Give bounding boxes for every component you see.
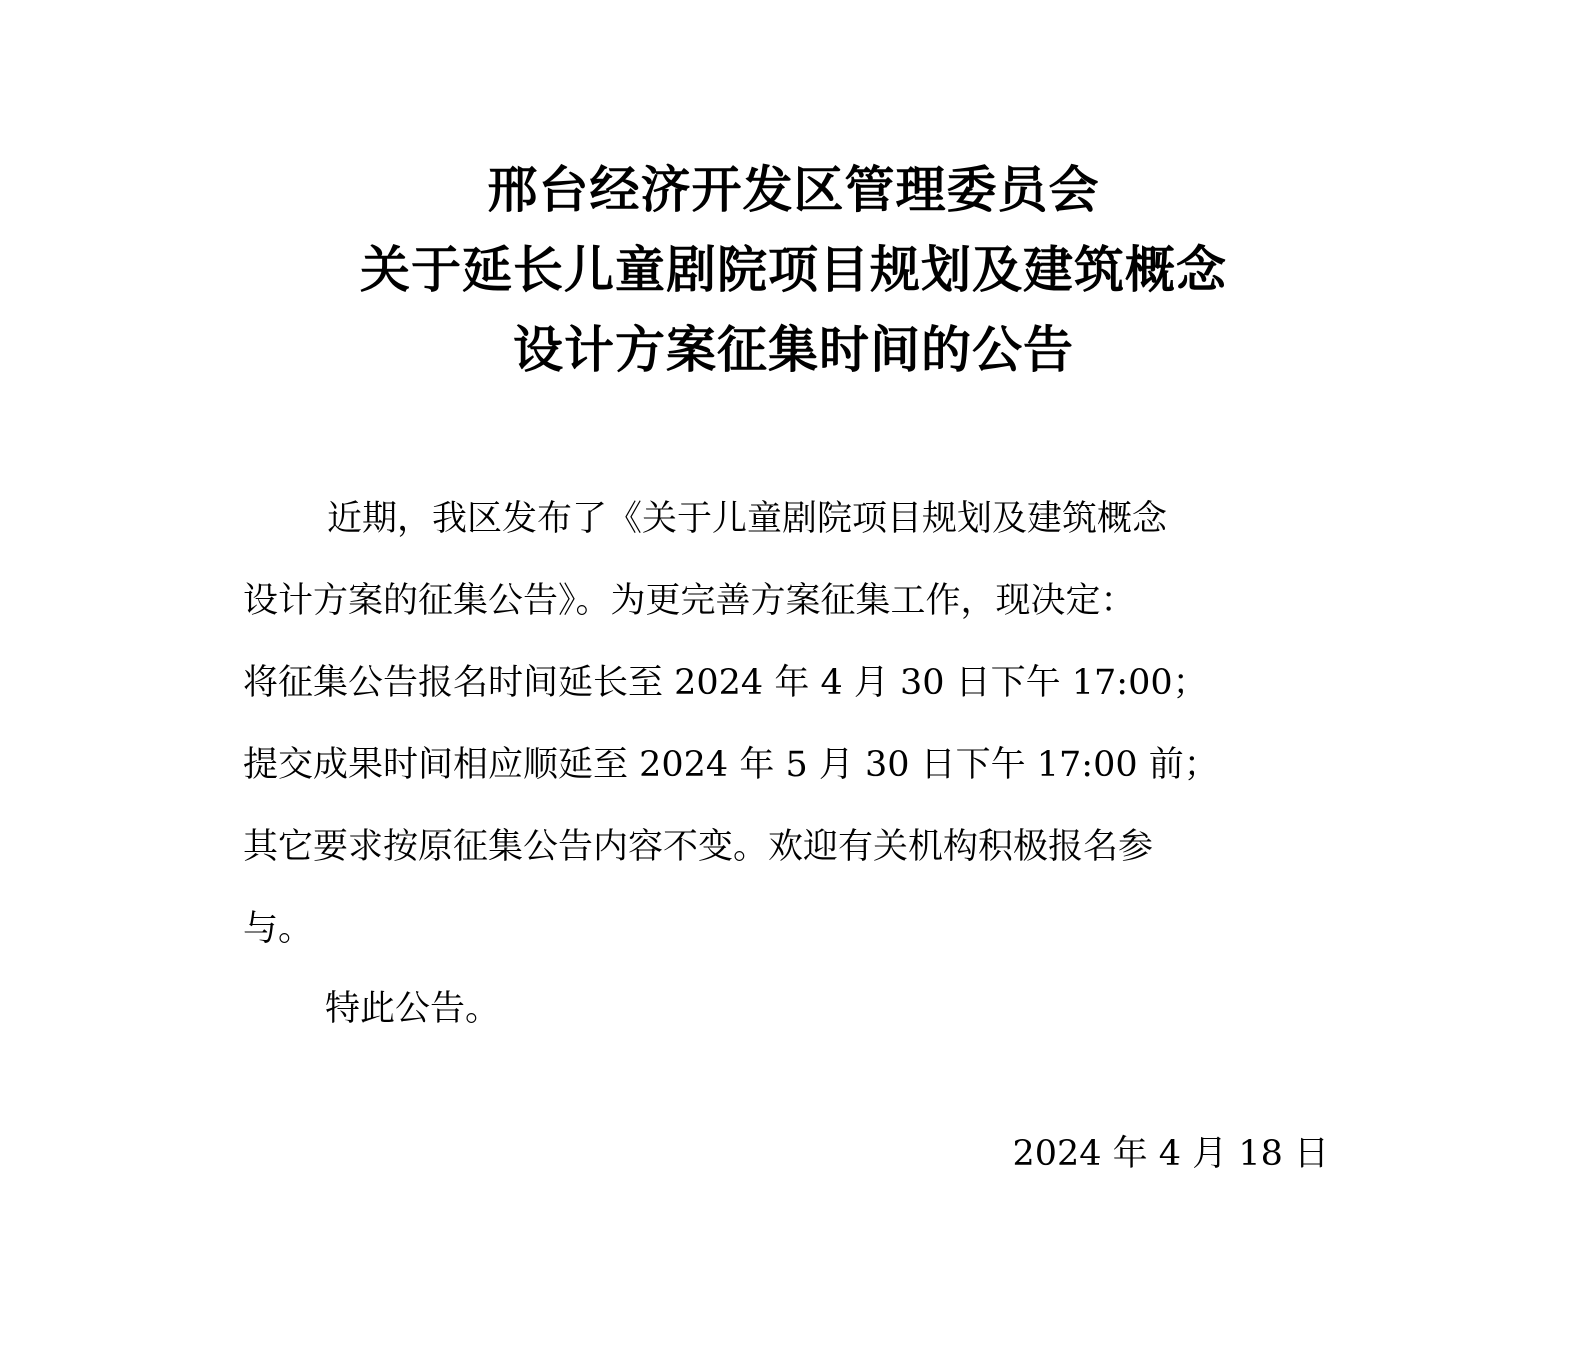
body-line-5: 其它要求按原征集公告内容不变。欢迎有关机构积极报名参 [243, 827, 1154, 867]
title-line-3: 设计方案征集时间的公告 [513, 321, 1074, 379]
body-line-3: 将征集公告报名时间延长至 2024 年 4 月 30 日下午 17:00； [243, 663, 1208, 703]
notice-body [243, 478, 1343, 970]
body-line-6: 与。 [243, 909, 314, 949]
notice-title [0, 150, 1587, 390]
closing-statement: 特此公告。 [325, 989, 501, 1029]
title-line-2: 关于延长儿童剧院项目规划及建筑概念 [360, 241, 1227, 299]
title-line-1: 邢台经济开发区管理委员会 [487, 161, 1100, 219]
issue-date: 2024 年 4 月 18 日 [1012, 1134, 1329, 1174]
body-line-4: 提交成果时间相应顺延至 2024 年 5 月 30 日下午 17:00 前； [243, 745, 1219, 785]
body-line-1: 近期，我区发布了《关于儿童剧院项目规划及建筑概念 [327, 499, 1168, 539]
body-line-2: 设计方案的征集公告》。为更完善方案征集工作，现决定： [243, 581, 1136, 621]
